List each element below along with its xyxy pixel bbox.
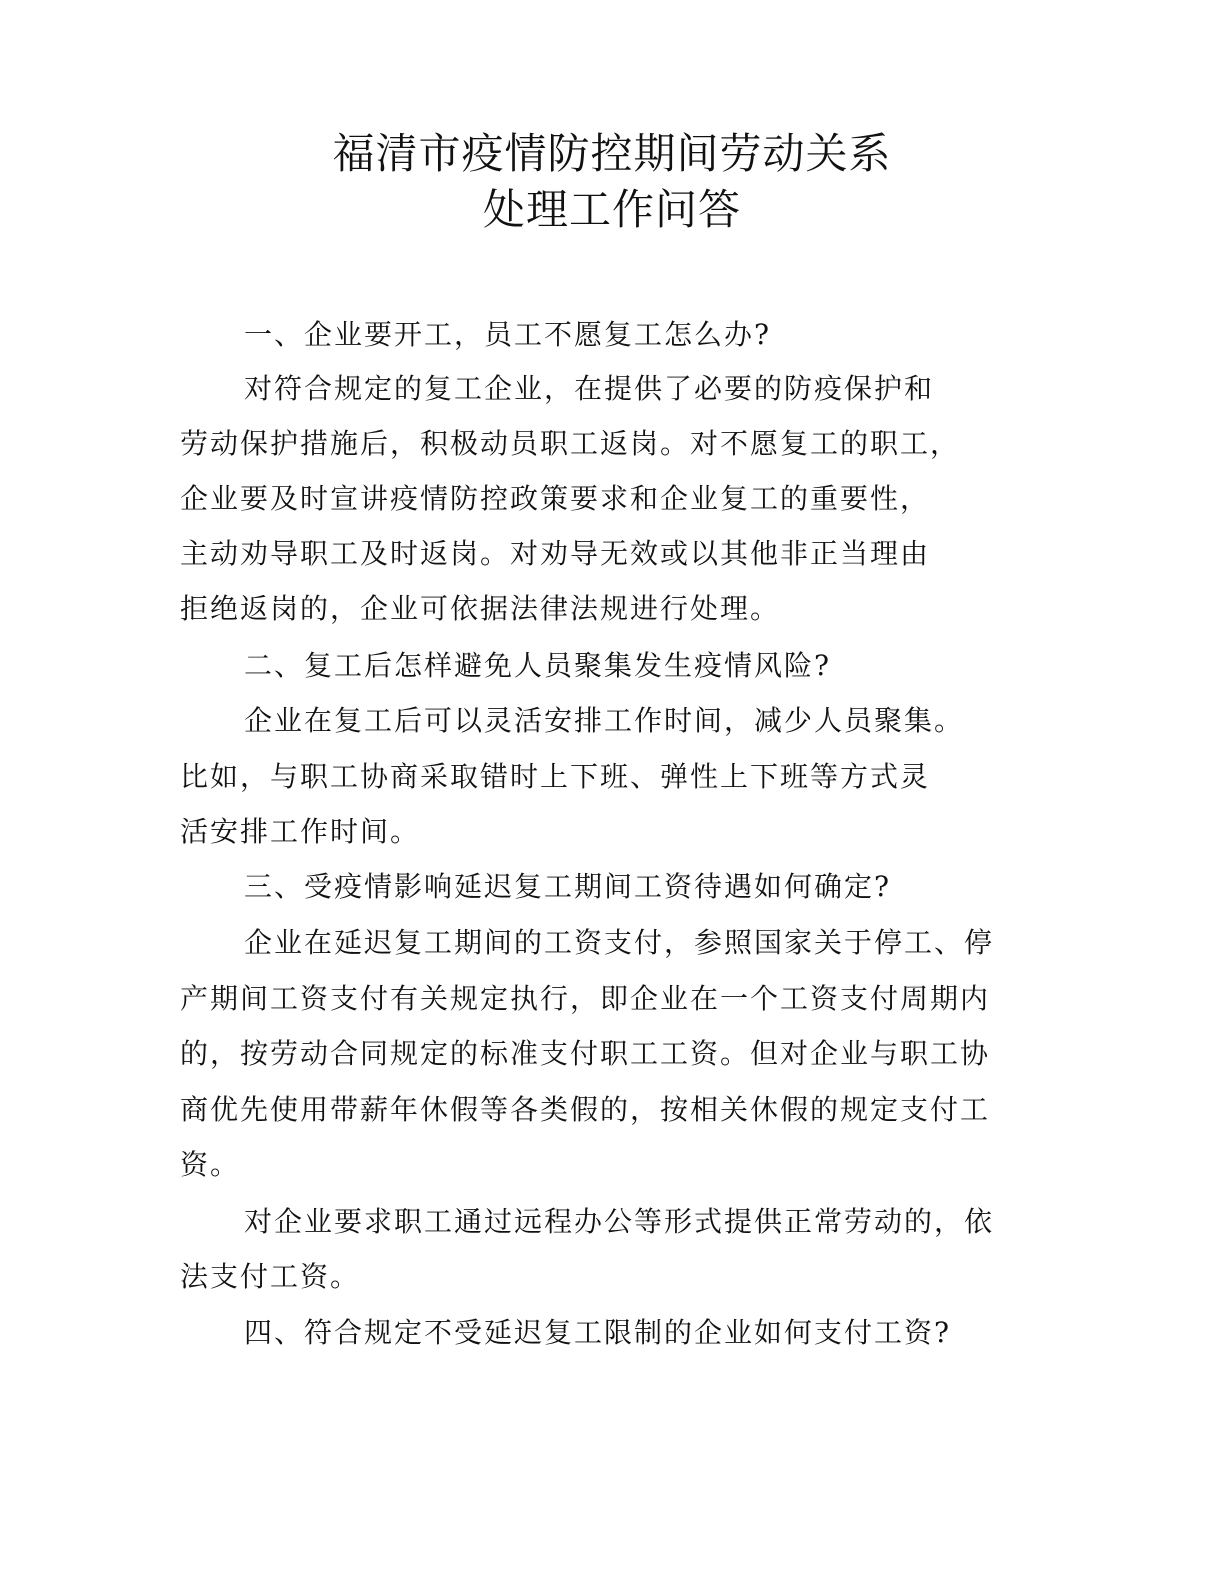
paragraph-line: 活安排工作时间。 bbox=[180, 815, 421, 848]
question-3-heading: 三、受疫情影响延迟复工期间工资待遇如何确定? bbox=[244, 870, 892, 903]
paragraph-line: 企业在复工后可以灵活安排工作时间，减少人员聚集。 bbox=[244, 704, 965, 737]
paragraph-line: 产期间工资支付有关规定执行，即企业在一个工资支付周期内 bbox=[180, 982, 991, 1015]
question-1-heading: 一、企业要开工，员工不愿复工怎么办? bbox=[244, 318, 772, 351]
paragraph-line: 的，按劳动合同规定的标准支付职工工资。但对企业与职工协 bbox=[180, 1037, 991, 1070]
paragraph-line: 企业在延迟复工期间的工资支付，参照国家关于停工、停 bbox=[244, 926, 995, 959]
paragraph-line: 资。 bbox=[180, 1148, 241, 1181]
paragraph-line: 拒绝返岗的，企业可依据法律法规进行处理。 bbox=[180, 592, 781, 625]
document-title-line-1: 福清市疫情防控期间劳动关系 bbox=[332, 129, 892, 178]
document-title-line-2: 处理工作问答 bbox=[482, 185, 741, 234]
paragraph-line: 劳动保护措施后，积极动员职工返岗。对不愿复工的职工， bbox=[180, 427, 961, 460]
question-2-heading: 二、复工后怎样避免人员聚集发生疫情风险? bbox=[244, 649, 832, 682]
paragraph-line: 法支付工资。 bbox=[180, 1260, 361, 1293]
paragraph-line: 商优先使用带薪年休假等各类假的，按相关休假的规定支付工 bbox=[180, 1093, 991, 1126]
paragraph-line: 主动劝导职工及时返岗。对劝导无效或以其他非正当理由 bbox=[180, 537, 931, 570]
paragraph-line: 对符合规定的复工企业，在提供了必要的防疫保护和 bbox=[244, 372, 935, 405]
paragraph-line: 对企业要求职工通过远程办公等形式提供正常劳动的，依 bbox=[244, 1205, 995, 1238]
paragraph-line: 比如，与职工协商采取错时上下班、弹性上下班等方式灵 bbox=[180, 760, 931, 793]
question-4-heading: 四、符合规定不受延迟复工限制的企业如何支付工资? bbox=[244, 1316, 952, 1349]
paragraph-line: 企业要及时宣讲疫情防控政策要求和企业复工的重要性， bbox=[180, 482, 931, 515]
